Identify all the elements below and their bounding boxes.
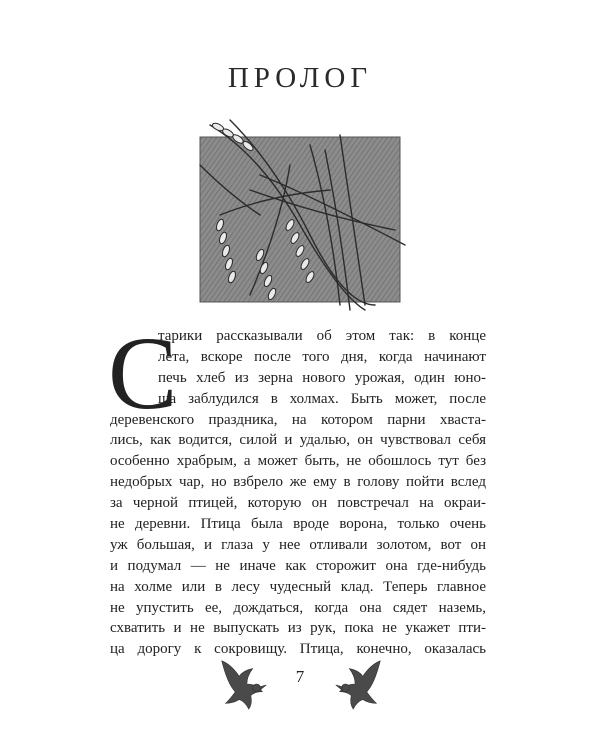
text-line: лись, как водится, силой и удалью, он чувствовал себя: [110, 432, 486, 449]
text-line: ша заблудился в холмах. Быть может, после: [158, 390, 486, 407]
page-number: 7: [295, 667, 305, 686]
text-line: лета, вскоре после того дня, когда начинают: [158, 348, 486, 365]
text-line: тарики рассказывали об этом так: в конце: [158, 328, 486, 344]
raven-icon: [330, 655, 388, 713]
text-line: схватить и не выпускать из рук, пока не укажет пти-: [110, 620, 486, 637]
text-line: деревенского праздника, на котором парни хваста-: [110, 411, 486, 428]
text-line: особенно храбрым, а может быть, не обошлось тут без: [110, 453, 486, 470]
text-line: печь хлеб из зерна нового урожая, один юно-: [158, 369, 486, 386]
text-line: уж большая, и глаза у нее отливали золотом, вот он: [110, 536, 486, 553]
chapter-title: ПРОЛОГ: [227, 62, 373, 94]
text-line: не деревни. Птица была вроде ворона, только очень: [110, 516, 486, 533]
text-line: недобрых чар, но взбрело же ему в голову пойти вслед: [110, 474, 486, 491]
text-line: за черной птицей, которую он повстречал на окраи-: [110, 495, 486, 512]
text-line: ца дорогу к сокровищу. Птица, конечно, оказалась: [110, 641, 486, 658]
wheat-sheaf-icon: [190, 105, 415, 315]
text-line: не упустить ее, дождаться, когда она сядет наземь,: [110, 599, 486, 616]
body-text: [110, 326, 486, 660]
text-line: на холме или в лесу чудесный клад. Теперь главное: [110, 578, 486, 595]
drop-cap: С: [108, 316, 178, 431]
raven-icon: [214, 655, 272, 713]
text-line: и подумал — не иначе как сторожит она где-нибудь: [110, 557, 486, 574]
